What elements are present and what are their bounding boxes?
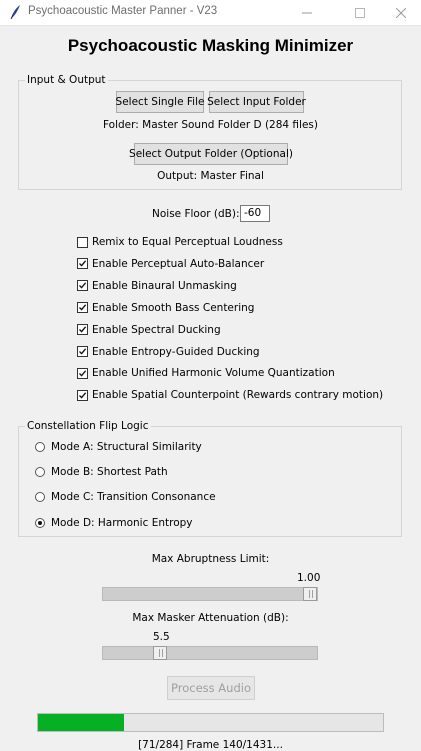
checkbox[interactable] bbox=[77, 324, 88, 335]
radio-button[interactable] bbox=[35, 518, 45, 528]
checkmark-icon bbox=[78, 259, 87, 268]
option-checkbox-row[interactable] bbox=[77, 301, 254, 315]
mode-radio-row[interactable] bbox=[35, 465, 168, 479]
maximize-icon bbox=[355, 8, 365, 18]
attenuation-slider-thumb[interactable] bbox=[153, 646, 167, 660]
checkbox-label: Enable Unified Harmonic Volume Quantization bbox=[92, 367, 335, 380]
abruptness-slider[interactable] bbox=[102, 587, 318, 601]
option-checkbox-row[interactable] bbox=[77, 279, 237, 293]
checkbox[interactable] bbox=[77, 237, 88, 248]
flip-logic-legend: Constellation Flip Logic bbox=[27, 420, 149, 432]
option-checkbox-row[interactable] bbox=[77, 388, 383, 402]
close-icon bbox=[396, 8, 406, 18]
checkbox[interactable] bbox=[77, 346, 88, 357]
radio-selected-dot bbox=[38, 521, 42, 525]
attenuation-value: 5.5 bbox=[153, 631, 170, 643]
radio-label: Mode B: Shortest Path bbox=[51, 466, 168, 479]
checkbox-label: Enable Smooth Bass Centering bbox=[92, 301, 255, 314]
page-title: Psychoacoustic Masking Minimizer bbox=[67, 36, 354, 55]
mode-radio-row[interactable] bbox=[35, 516, 193, 530]
progress-bar bbox=[37, 713, 384, 732]
select-input-folder-button[interactable]: Select Input Folder bbox=[209, 91, 304, 113]
radio-button[interactable] bbox=[35, 467, 45, 477]
noise-floor-input[interactable]: -60 bbox=[240, 205, 270, 222]
checkmark-icon bbox=[78, 391, 87, 400]
checkbox-label: Remix to Equal Perceptual Loudness bbox=[92, 236, 283, 248]
option-checkbox-row[interactable] bbox=[77, 345, 260, 359]
close-button[interactable] bbox=[381, 0, 421, 25]
progress-status: [71/284] Frame 140/1431... bbox=[138, 739, 283, 751]
process-audio-button[interactable]: Process Audio bbox=[167, 676, 255, 700]
checkmark-icon bbox=[78, 281, 87, 290]
checkmark-icon bbox=[78, 347, 87, 356]
radio-button[interactable] bbox=[35, 492, 45, 502]
maximize-button[interactable] bbox=[337, 0, 383, 25]
option-checkbox-row[interactable] bbox=[77, 235, 283, 249]
radio-label: Mode C: Transition Consonance bbox=[51, 491, 216, 504]
radio-label: Mode A: Structural Similarity bbox=[51, 441, 202, 453]
output-status: Output: Master Final bbox=[157, 170, 264, 182]
radio-button[interactable] bbox=[35, 442, 45, 452]
checkbox-label: Enable Perceptual Auto-Balancer bbox=[92, 257, 265, 270]
progress-fill bbox=[38, 714, 124, 731]
checkbox[interactable] bbox=[77, 368, 88, 379]
abruptness-value: 1.00 bbox=[297, 572, 321, 584]
feather-app-icon bbox=[8, 4, 22, 20]
minimize-icon bbox=[302, 8, 312, 18]
option-checkbox-row[interactable] bbox=[77, 323, 221, 337]
checkmark-icon bbox=[78, 369, 87, 378]
title-bar[interactable] bbox=[0, 0, 421, 26]
folder-status: Folder: Master Sound Folder D (284 files) bbox=[103, 119, 318, 131]
checkbox-label: Enable Binaural Unmasking bbox=[92, 279, 237, 292]
checkbox-label: Enable Spatial Counterpoint (Rewards contrary motion) bbox=[92, 389, 384, 402]
checkmark-icon bbox=[78, 303, 87, 312]
abruptness-slider-thumb[interactable] bbox=[303, 587, 317, 601]
option-checkbox-row[interactable] bbox=[77, 257, 264, 271]
attenuation-label: Max Masker Attenuation (dB): bbox=[132, 612, 289, 624]
checkbox[interactable] bbox=[77, 390, 88, 401]
checkbox[interactable] bbox=[77, 258, 88, 269]
input-output-legend: Input & Output bbox=[27, 74, 106, 86]
minimize-button[interactable] bbox=[284, 0, 330, 25]
radio-label: Mode D: Harmonic Entropy bbox=[51, 516, 193, 529]
select-single-file-button[interactable]: Select Single File bbox=[116, 91, 204, 113]
checkmark-icon bbox=[78, 325, 87, 334]
abruptness-label: Max Abruptness Limit: bbox=[151, 553, 270, 565]
option-checkbox-row[interactable] bbox=[77, 366, 335, 380]
checkbox-label: Enable Entropy-Guided Ducking bbox=[92, 345, 260, 358]
checkbox[interactable] bbox=[77, 280, 88, 291]
mode-radio-row[interactable] bbox=[35, 440, 202, 454]
noise-floor-label: Noise Floor (dB): bbox=[152, 208, 240, 220]
attenuation-slider[interactable] bbox=[102, 646, 318, 660]
mode-radio-row[interactable] bbox=[35, 490, 216, 504]
window-title: Psychoacoustic Master Panner - V23 bbox=[28, 5, 218, 17]
checkbox[interactable] bbox=[77, 302, 88, 313]
checkbox-label: Enable Spectral Ducking bbox=[92, 323, 221, 336]
select-output-folder-button[interactable]: Select Output Folder (Optional) bbox=[134, 143, 288, 165]
